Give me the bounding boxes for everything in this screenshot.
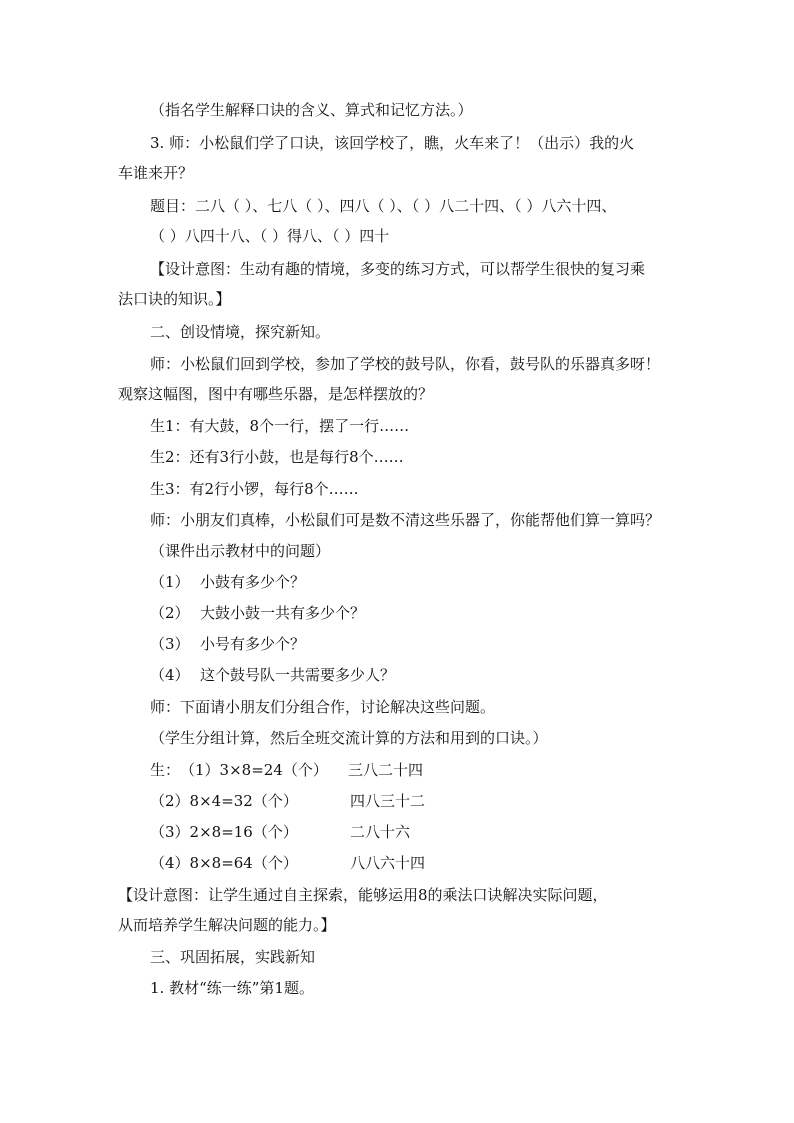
answer-row (150, 791, 425, 811)
question-number: （2） (150, 604, 190, 622)
answer-row (150, 760, 423, 780)
text-line: （课件出示教材中的问题） (150, 542, 331, 560)
text-line: 师：小朋友们真棒，小松鼠们可是数不清这些乐器了，你能帮他们算一算吗？ (150, 511, 661, 529)
question-number: （3） (150, 635, 190, 653)
answer-rhyme: 三八二十四 (348, 761, 424, 779)
text-line: 3. 师：小松鼠们学了口诀，该回学校了，瞧，火车来了！（出示）我的火 (150, 134, 635, 152)
answer-prefix: 生： (150, 761, 181, 779)
text-line: 1. 教材“练一练”第1题。 (150, 979, 314, 997)
question-number: （1） (150, 573, 190, 591)
text-line: 观察这幅图，图中有哪些乐器，是怎样摆放的？ (118, 385, 434, 403)
question-text: 小号有多少个？ (200, 635, 306, 653)
text-line: 【设计意图：让学生通过自主探索，能够运用8的乘法口诀解决实际问题， (118, 886, 608, 904)
list-item (150, 603, 365, 623)
answer-equation: （1）3×8=24（个） (180, 761, 328, 779)
text-line: （ ）八四十八、（ ）得八、（ ）四十 (150, 227, 390, 245)
answer-equation: （4）8×8=64（个） (150, 854, 298, 872)
list-item (150, 572, 305, 592)
text-line: 生2：还有3行小鼓，也是每行8个…… (150, 448, 404, 466)
answer-rhyme: 八八六十四 (350, 854, 426, 872)
section-heading: 三、巩固拓展，实践新知 (150, 948, 316, 966)
answer-row (150, 822, 410, 842)
list-item (150, 634, 305, 654)
question-text: 小鼓有多少个？ (200, 573, 306, 591)
text-line: 师：小松鼠们回到学校，参加了学校的鼓号队，你看，鼓号队的乐器真多呀！ (150, 355, 661, 373)
answer-equation: （3）2×8=16（个） (150, 823, 298, 841)
text-line: 车谁来开？ (118, 164, 194, 182)
text-line: 题目：二八（ ）、七八（ ）、四八（ ）、（ ）八二十四、（ ）八六十四、 (150, 197, 617, 215)
question-number: （4） (150, 666, 190, 684)
answer-rhyme: 二八十六 (350, 823, 411, 841)
text-line: （指名学生解释口诀的含义、算式和记忆方法。） (150, 101, 473, 119)
question-text: 这个鼓号队一共需要多少人？ (200, 666, 396, 684)
text-line: 从而培养学生解决问题的能力。】 (118, 916, 336, 934)
text-line: （学生分组计算，然后全班交流计算的方法和用到的口诀。） (150, 729, 548, 747)
text-line: 【设计意图：生动有趣的情境，多变的练习方式，可以帮学生很快的复习乘 (150, 260, 646, 278)
list-item (150, 665, 395, 685)
text-line: 师：下面请小朋友们分组合作，讨论解决这些问题。 (150, 698, 496, 716)
text-line: 生3：有2行小锣，每行8个…… (150, 480, 359, 498)
question-text: 大鼓小鼓一共有多少个？ (200, 604, 366, 622)
text-line: 生1：有大鼓，8个一行，摆了一行…… (150, 417, 410, 435)
answer-rhyme: 四八三十二 (350, 792, 426, 810)
text-line: 法口诀的知识。】 (118, 290, 231, 308)
answer-equation: （2）8×4=32（个） (150, 792, 298, 810)
answer-row (150, 853, 425, 873)
section-heading: 二、创设情境，探究新知。 (150, 323, 331, 341)
